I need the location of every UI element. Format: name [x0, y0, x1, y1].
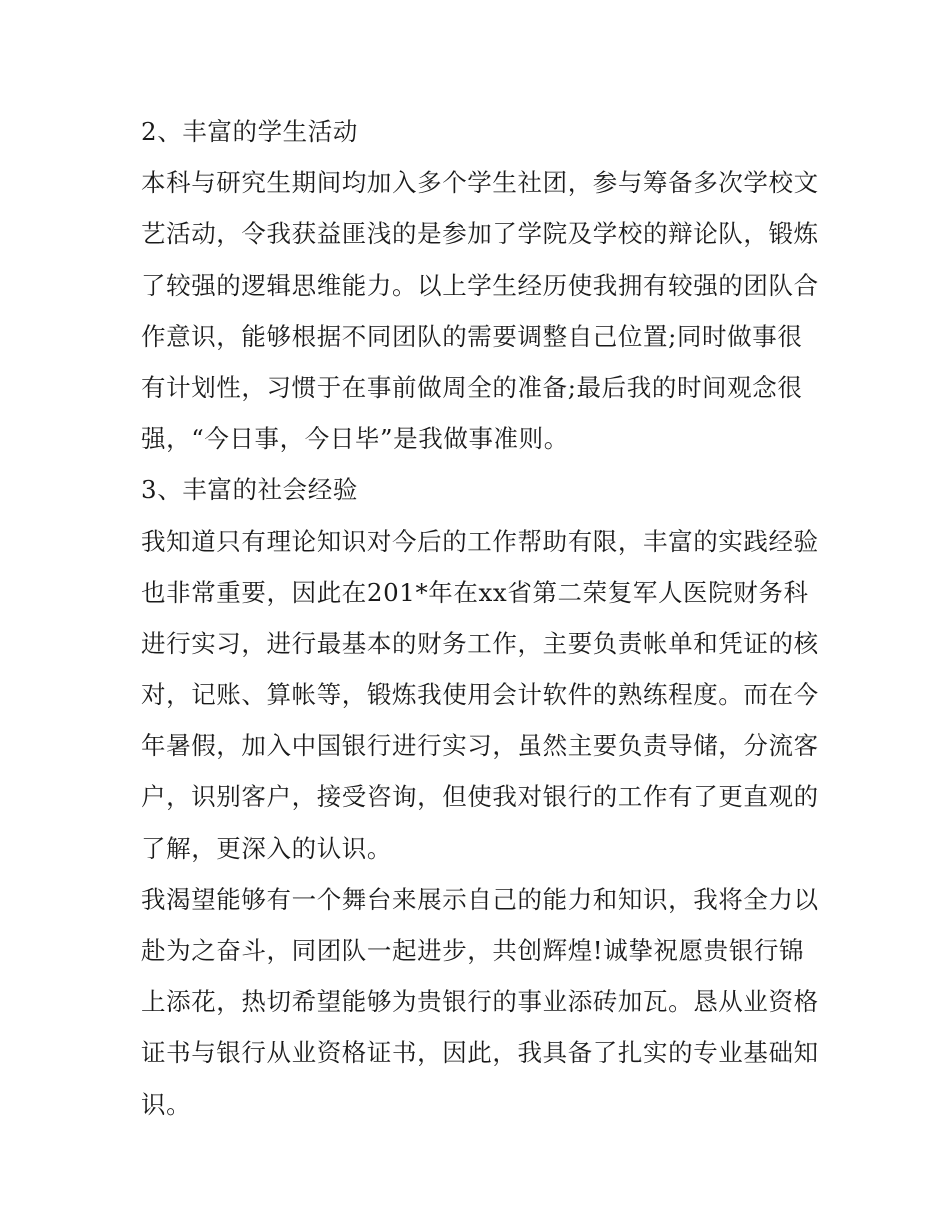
text-line: 了较强的逻辑思维能力。以上学生经历使我拥有较强的团队合 [141, 270, 819, 300]
text-line: 证书与银行从业资格证书，因此，我具备了扎实的专业基础知 [141, 1038, 819, 1068]
text-line: 识。 [141, 1089, 192, 1119]
text-line: 作意识，能够根据不同团队的需要调整自己位置;同时做事很 [141, 321, 803, 351]
text-line: 进行实习，进行最基本的财务工作，主要负责帐单和凭证的核 [141, 628, 819, 658]
text-line: 年暑假，加入中国银行进行实习，虽然主要负责导储，分流客 [141, 731, 819, 761]
text-line: 了解，更深入的认识。 [141, 833, 392, 863]
section-heading-social-experience: 3、丰富的社会经验 [141, 475, 358, 505]
text-line: 也非常重要，因此在201*年在xx省第二荣复军人医院财务科 [141, 577, 809, 607]
text-line: 艺活动，令我获益匪浅的是参加了学院及学校的辩论队，锻炼 [141, 219, 819, 249]
text-line: 有计划性，习惯于在事前做周全的准备;最后我的时间观念很 [141, 372, 803, 402]
text-line: 对，记账、算帐等，锻炼我使用会计软件的熟练程度。而在今 [141, 680, 819, 710]
section-heading-student-activities: 2、丰富的学生活动 [141, 117, 358, 146]
text-line: 户，识别客户，接受咨询，但使我对银行的工作有了更直观的 [141, 782, 819, 812]
text-line: 赴为之奋斗，同团队一起进步，共创辉煌!诚挚祝愿贵银行锦 [141, 936, 805, 965]
text-line: 本科与研究生期间均加入多个学生社团，参与筹备多次学校文 [141, 168, 819, 198]
document-body [141, 106, 821, 1130]
text-line: 我渴望能够有一个舞台来展示自己的能力和知识，我将全力以 [141, 884, 819, 914]
text-line: 上添花，热切希望能够为贵银行的事业添砖加瓦。恳从业资格 [141, 987, 819, 1017]
text-line: 强，“今日事，今日毕”是我做事准则。 [141, 424, 569, 454]
text-line: 我知道只有理论知识对今后的工作帮助有限，丰富的实践经验 [141, 526, 819, 556]
